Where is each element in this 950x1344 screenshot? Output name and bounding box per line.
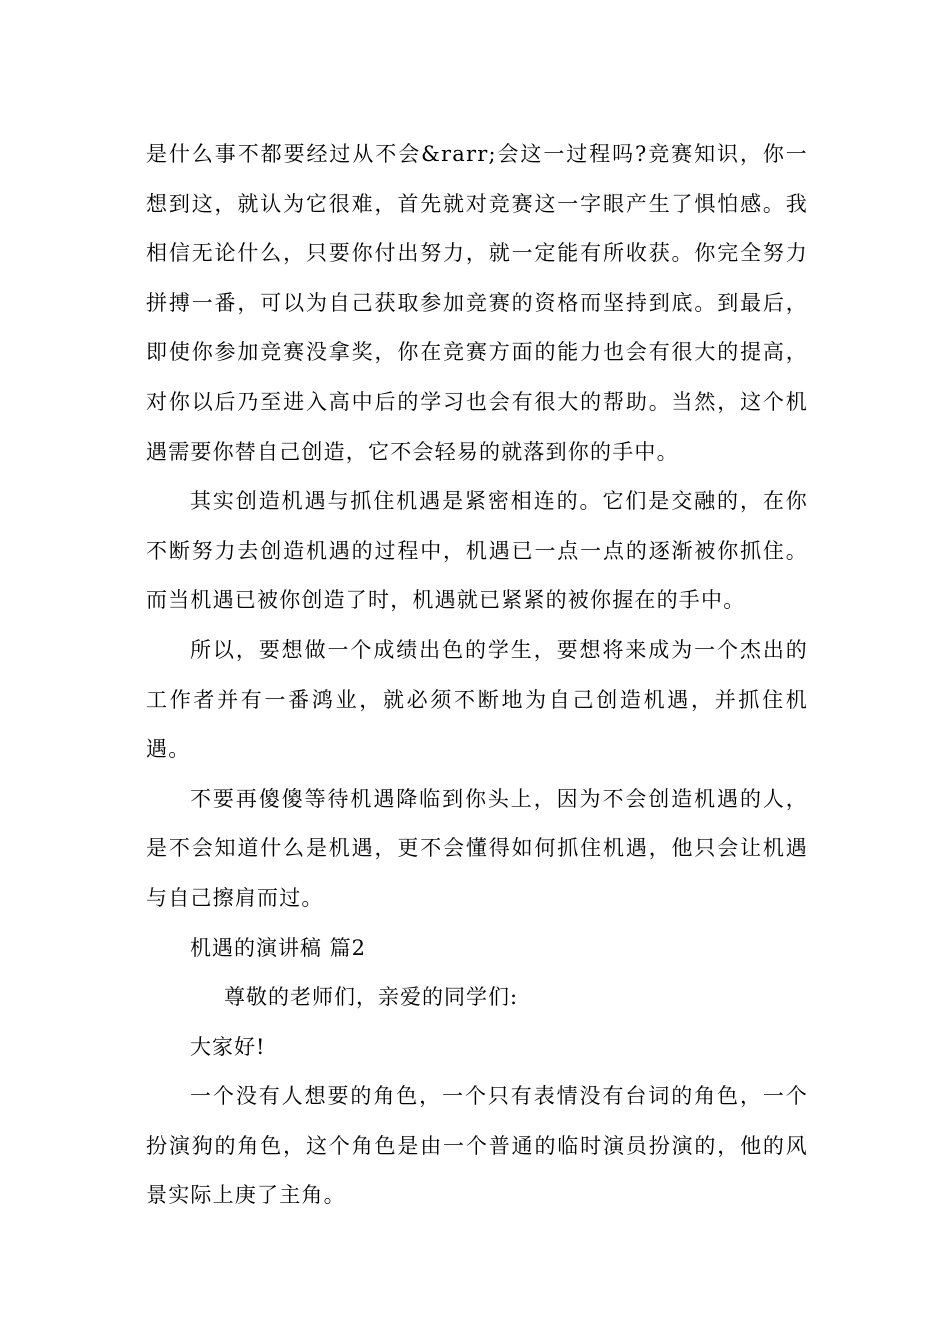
paragraph-contest-ability: 是什么事不都要经过从不会&rarr;会这一过程吗?竞赛知识，你一想到这，就认为它很难，首先就对竞赛这一字眼产生了惧怕感。我相信无论什么，只要你付出努力，就一定能有所收获。你完全努力拼搏一番，可以为自己获取参加竞赛的资格而坚持到底。到最后，即使你参加竞赛没拿奖，你在竞赛方面的能力也会有很大的提高，对你以后乃至进入高中后的学习也会有很大的帮助。当然，这个机遇需要你替自己创造，它不会轻易的就落到你的手中。	[146, 142, 808, 464]
section-heading: 机遇的演讲稿 篇2	[190, 935, 367, 960]
paragraph-dog-role: 一个没有人想要的角色，一个只有表情没有台词的角色，一个扮演狗的角色，这个角色是由一个普通的临时演员扮演的，他的风景实际上庚了主角。	[146, 1084, 808, 1208]
document-body	[146, 130, 808, 1221]
salutation: 尊敬的老师们，亲爱的同学们:	[224, 985, 519, 1010]
paragraph-therefore: 所以，要想做一个成绩出色的学生，要想将来成为一个杰出的工作者并有一番鸿业，就必须不断地为自己创造机遇，并抓住机遇。	[146, 637, 808, 762]
greeting: 大家好!	[190, 1034, 266, 1059]
paragraph-create-and-seize: 其实创造机遇与抓住机遇是紧密相连的。它们是交融的，在你不断努力去创造机遇的过程中，机遇已一点一点的逐渐被你抓住。而当机遇已被你创造了时，机遇就已紧紧的被你握在的手中。	[146, 489, 808, 613]
paragraph-do-not-wait: 不要再傻傻等待机遇降临到你头上，因为不会创造机遇的人，是不会知道什么是机遇，更不会懂得如何抓住机遇，他只会让机遇与自己擦肩而过。	[146, 786, 808, 910]
